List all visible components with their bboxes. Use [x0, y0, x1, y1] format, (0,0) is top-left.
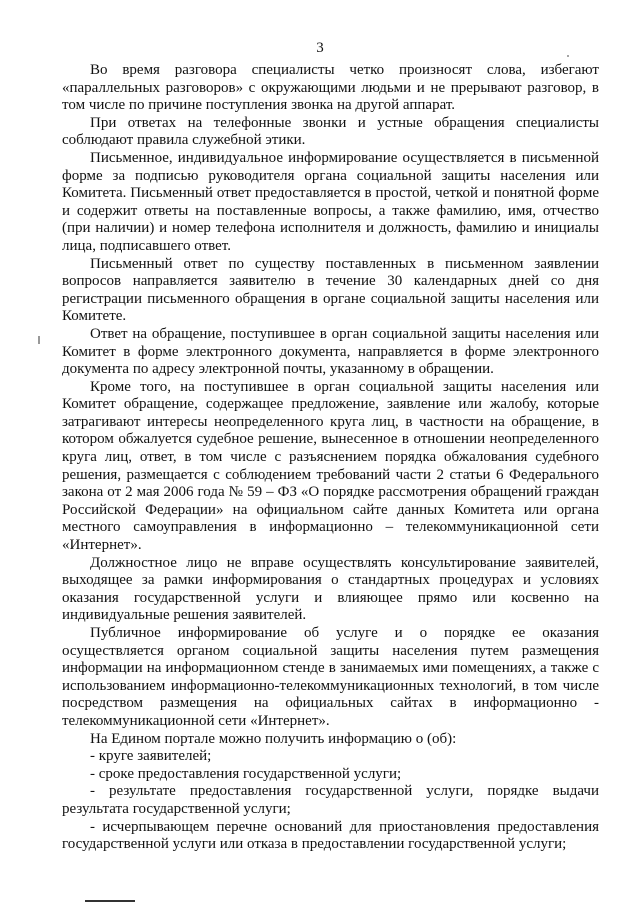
document-body — [62, 62, 599, 854]
paragraph-electronic-answer: Ответ на обращение, поступившее в орган социальной защиты населения или Комитет в форме электронного документа, направляется в форме электронного документа по адресу электронной почты, указанному в обращении. — [62, 325, 599, 378]
list-item: - исчерпывающем перечне оснований для приостановления предоставления государственной услуги или отказа в предоставлении государственной услуги; — [62, 818, 599, 853]
list-item: - результате предоставления государственной услуги, порядке выдачи результата государственной услуги; — [62, 783, 599, 817]
page-number: 3 — [316, 40, 324, 56]
paragraph-written-answer-deadline: Письменный ответ по существу поставленных в письменном заявлении вопросов направляется заявителю в течение 30 календарных дней со дня регистрации письменного обращения в органе социальной защиты населения или Комитете. — [62, 255, 599, 325]
paragraph-written-informing: Письменное, индивидуальное информирование осуществляется в письменной форме за подписью руководителя органа социальной защиты населения или Комитета. Письменный ответ предоставляется в простой, четкой и понятной форме и содержит ответы на поставленные вопросы, а также фамилию, имя, отчество (при наличии) и номер телефона исполнителя и должность, фамилию и инициалы лица, подписавшего ответ. — [62, 149, 599, 254]
paragraph-consulting-limits: Должностное лицо не вправе осуществлять консультирование заявителей, выходящее за рамки информирования о стандартных процедурах и условиях оказания государственной услуги и влияющее прямо или косвенно на индивидуальные решения заявителей. — [62, 554, 599, 624]
footer-scan-mark — [85, 900, 135, 902]
list-item: - сроке предоставления государственной услуги; — [90, 765, 402, 782]
list-item: - круге заявителей; — [90, 748, 212, 765]
margin-scan-mark — [38, 336, 40, 344]
paragraph-conversation-rules: Во время разговора специалисты четко произносят слова, избегают «параллельных разговоров» с окружающими людьми и не прерывают разговор, в том числе по причине поступления звонка на другой аппарат. — [62, 62, 599, 114]
paragraph-public-interest-answers: Кроме того, на поступившее в орган социальной защиты населения или Комитет обращение, содержащее предложение, заявление или жалобу, которые затрагивают интересы неопределенного круга лиц, в частности на обращение, в котором обжалуется судебное решение, вынесенное в отношении неопределенного круга лиц, ответ, в том числе с разъяснением порядка обжалования судебного решения, размещается с соблюдением требований части 2 статьи 6 Федерального закона от 2 мая 2006 года № 59 – ФЗ «О порядке рассмотрения обращений граждан Российской Федерации» на официальном сайте данных Комитета или органа местного самоуправления в информационно – телекоммуникационной сети «Интернет». — [62, 378, 599, 554]
paragraph-unified-portal: На Едином портале можно получить информацию о (об): — [90, 730, 457, 747]
paragraph-service-ethics: При ответах на телефонные звонки и устные обращения специалисты соблюдают правила служебной этики. — [62, 114, 599, 149]
paragraph-public-informing: Публичное информирование об услуге и о порядке ее оказания осуществляется органом социальной защиты населения путем размещения информации на информационном стенде в занимаемых ими помещениях, а также с использованием информационно-телекоммуникационных технологий, в том числе посредством размещения на официальных сайтах в информационно - телекоммуникационной сети «Интернет». — [62, 625, 599, 729]
